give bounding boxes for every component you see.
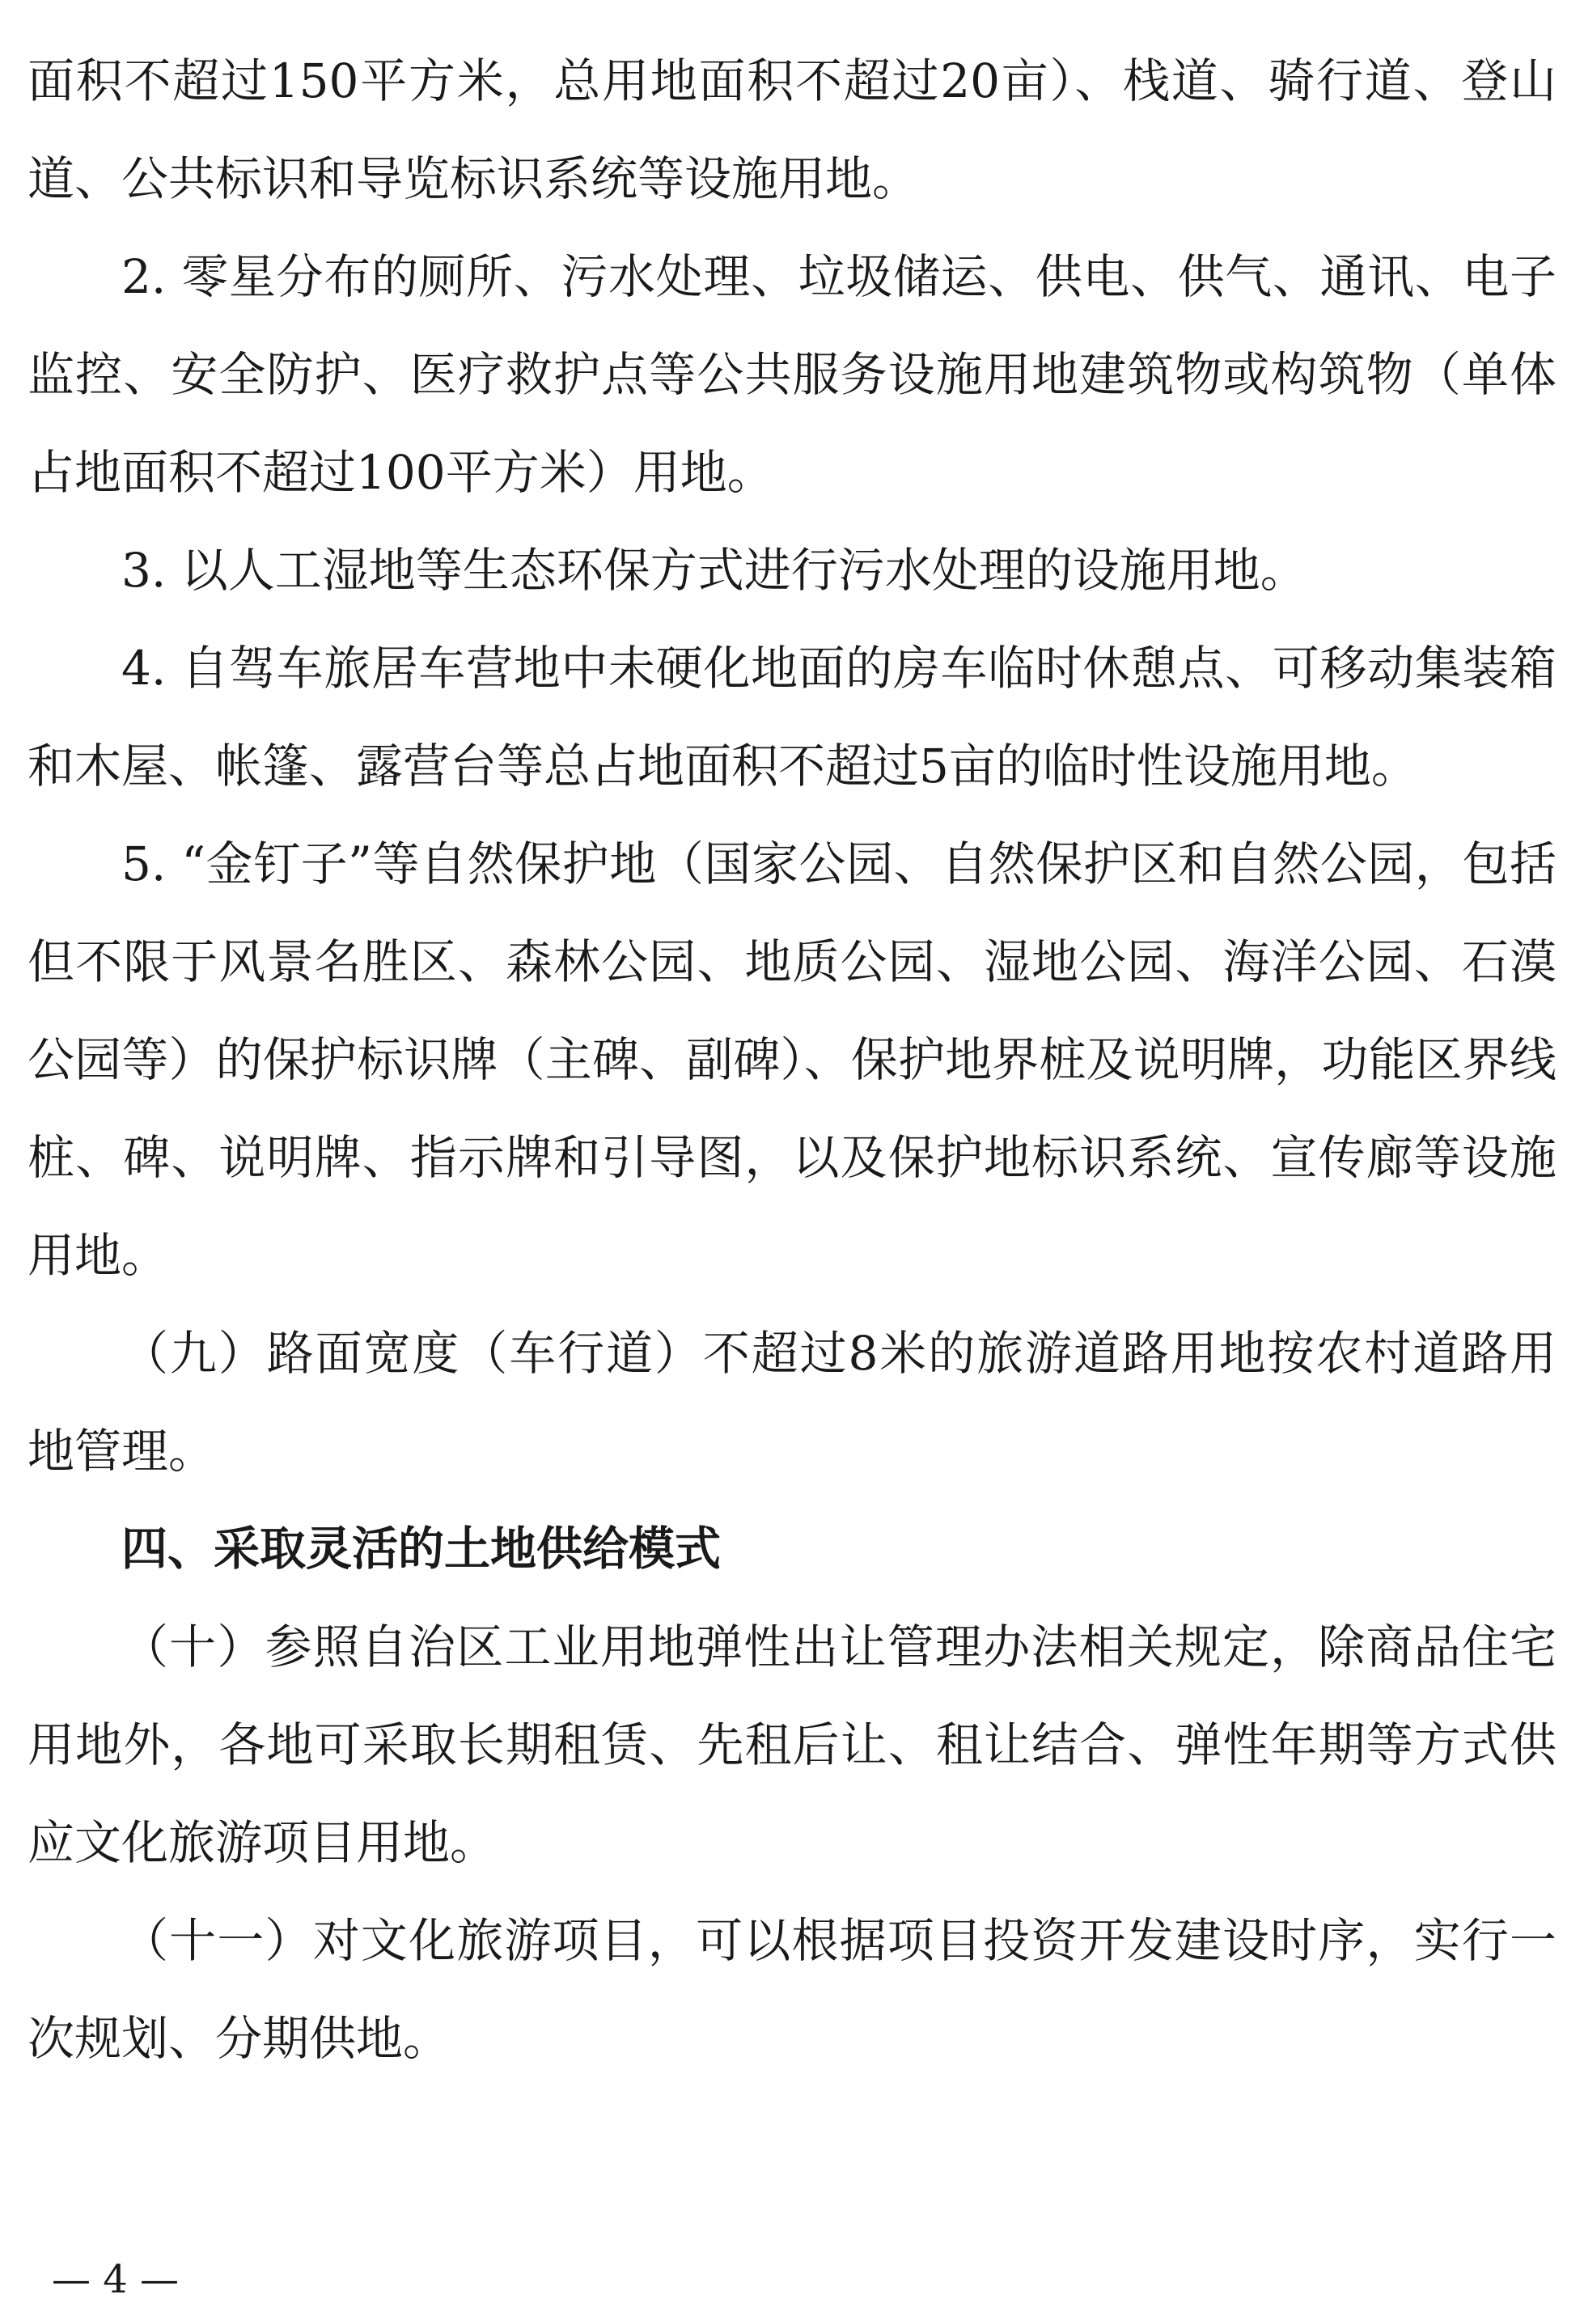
paragraph-item-5: 5. “金钉子”等自然保护地（国家公园、自然保护区和自然公园，包括但不限于风景名胜区、森林公园、地质公园、湿地公园、海洋公园、石漠公园等）的保护标识牌（主碑、副碑）、保护地界桩及说明牌，功能区界线桩、碑、说明牌、指示牌和引导图，以及保护地标识系统、宣传廊等设施用地。 xyxy=(28,836,1556,1283)
paragraph-clause-11: （十一）对文化旅游项目，可以根据项目投资开发建设时序，实行一次规划、分期供地。 xyxy=(28,1913,1556,2066)
paragraph-clause-10: （十）参照自治区工业用地弹性出让管理办法相关规定，除商品住宅用地外，各地可采取长期租赁、先租后让、租让结合、弹性年期等方式供应文化旅游项目用地。 xyxy=(28,1619,1556,1870)
document-body xyxy=(28,32,1556,2088)
paragraph-continuation: 面积不超过150平方米，总用地面积不超过20亩）、栈道、骑行道、登山道、公共标识和导览标识系统等设施用地。 xyxy=(28,53,1556,206)
paragraph-clause-9: （九）路面宽度（车行道）不超过8米的旅游道路用地按农村道路用地管理。 xyxy=(28,1326,1556,1479)
section-heading: 四、采取灵活的土地供给模式 xyxy=(121,1522,721,1576)
page-number: — 4 — xyxy=(52,2257,180,2302)
paragraph-item-3: 3. 以人工湿地等生态环保方式进行污水处理的设施用地。 xyxy=(121,543,1307,598)
paragraph-item-4: 4. 自驾车旅居车营地中未硬化地面的房车临时休憩点、可移动集装箱和木屋、帐篷、露营台等总占地面积不超过5亩的临时性设施用地。 xyxy=(28,641,1556,794)
paragraph-item-2: 2. 零星分布的厕所、污水处理、垃圾储运、供电、供气、通讯、电子监控、安全防护、医疗救护点等公共服务设施用地建筑物或构筑物（单体占地面积不超过100平方米）用地。 xyxy=(28,249,1556,500)
